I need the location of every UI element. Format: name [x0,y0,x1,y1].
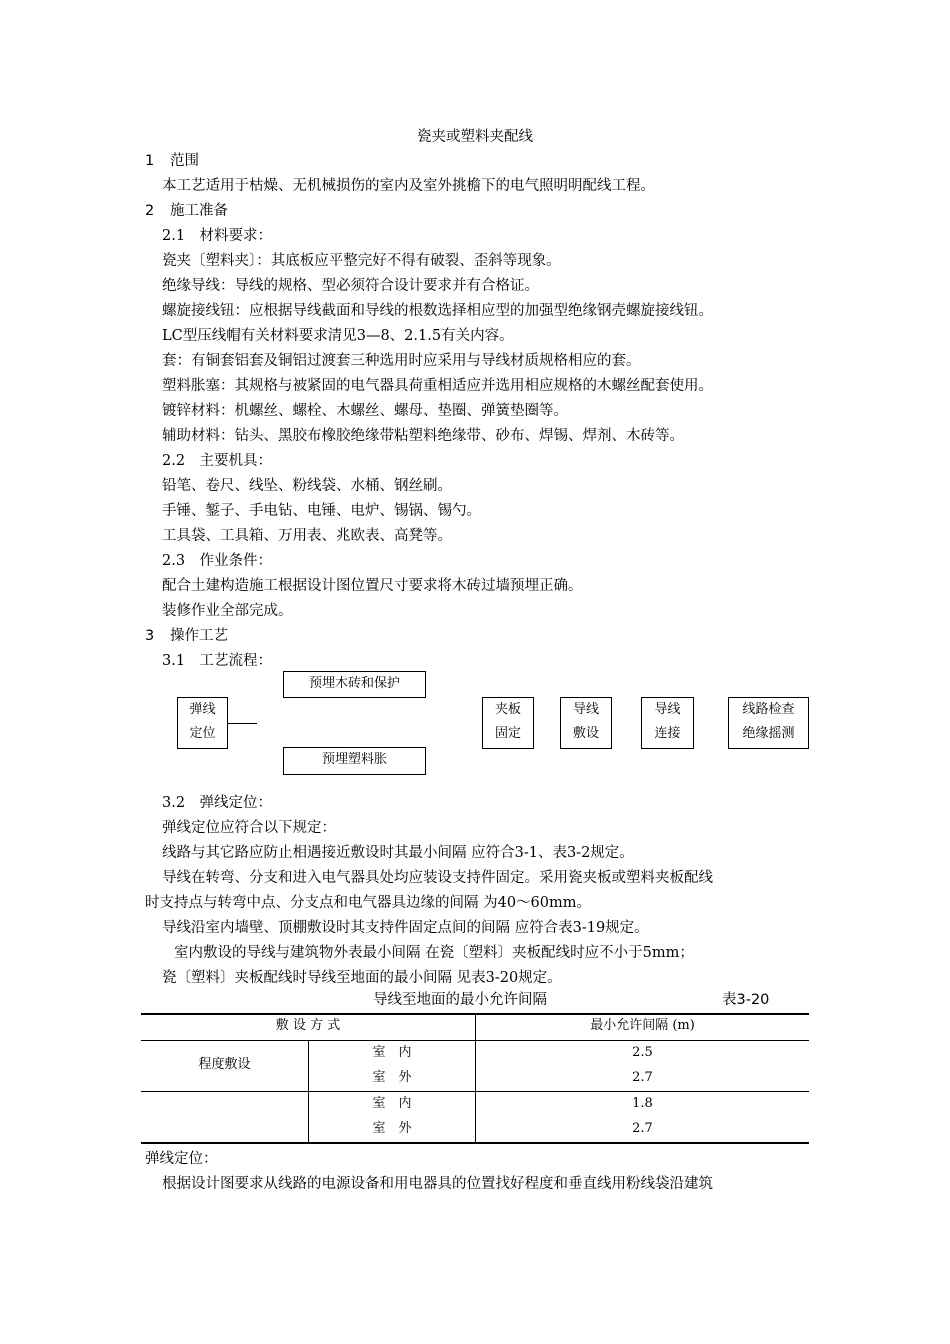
flow-box-line: 绝缘摇测 [742,726,795,741]
paragraph: 时支持点与转弯中点、分支点和电气器具边缘的间隔 为40～60mm。 [145,895,592,911]
paragraph: 导线沿室内墙壁、顶棚敷设时其支持件固定点间的间隔 应符合表3-19规定。 [162,920,649,936]
flow-box-wire-laying [560,697,612,749]
tool-item: 手锤、錾子、手电钻、电锤、电炉、锡锅、锡勺。 [162,503,481,519]
flow-box-line: 弹线 [189,702,216,717]
flow-box-inspection [728,697,809,749]
table-cell: 2.5 [632,1045,653,1060]
flow-box-line: 连接 [654,726,681,741]
page-title: 瓷夹或塑料夹配线 [417,129,533,145]
paragraph: 瓷〔塑料〕夹板配线时导线至地面的最小间隔 见表3-20规定。 [162,970,562,986]
paragraph: 弹线定位： [145,1151,218,1167]
flow-box-embed-wood: 预埋木砖和保护 [283,671,426,698]
material-item: 镀锌材料：机螺丝、螺栓、木螺丝、螺母、垫圈、弹簧垫圈等。 [162,403,568,419]
flow-box-line: 导线 [654,702,681,717]
section-3-heading [145,626,228,646]
paragraph: 本工艺适用于枯燥、无机械损伤的室内及室外挑檐下的电气照明明配线工程。 [162,178,655,194]
table-cell: 室 内 [372,1096,412,1111]
table-group-label: 程度敷设 [198,1057,251,1072]
material-item: 塑料胀塞：其规格与被紧固的电气器具荷重相适应并选用相应规格的木螺丝配套使用。 [162,378,713,394]
flow-box-wire-connect [641,697,694,749]
table-cell: 1.8 [632,1096,653,1111]
paragraph: 弹线定位应符合以下规定： [162,820,336,836]
flow-box-line: 线路检查 [742,702,795,717]
section-title: 范围 [170,153,199,169]
flow-box-line: 夹板 [494,702,521,717]
tool-item: 工具袋、工具箱、万用表、兆欧表、高凳等。 [162,528,452,544]
flow-connector [228,723,257,724]
table-cell: 室 外 [372,1121,412,1136]
subsection-3-2: 3.2 弹线定位： [162,795,273,811]
section-number: 2 [145,203,155,219]
section-number: 3 [145,628,155,644]
paragraph: 导线在转弯、分支和进入电气器具处均应装设支持件固定。采用瓷夹板或塑料夹板配线 [162,870,713,886]
condition-item: 配合土建构造施工根据设计图位置尺寸要求将木砖过墙预埋正确。 [162,578,583,594]
section-title: 施工准备 [170,203,228,219]
section-number: 1 [145,153,155,169]
table-header: 敷 设 方 式 [275,1018,341,1033]
flow-box-clamp-fix [482,697,534,749]
table-cell: 室 内 [372,1045,412,1060]
table-number: 表3-20 [722,992,770,1008]
subsection-2-1: 2.1 材料要求： [162,228,273,244]
tool-item: 铅笔、卷尺、线坠、粉线袋、水桶、钢丝刷。 [162,478,452,494]
subsection-2-3: 2.3 作业条件： [162,553,273,569]
table-header: 最小允许间隔 (m) [590,1018,695,1033]
material-item: LC型压线帽有关材料要求清见3—8、2.1.5有关内容。 [162,328,514,344]
flow-box-line: 固定 [494,726,521,741]
table-cell: 2.7 [632,1121,653,1136]
flow-box-embed-plastic: 预埋塑料胀 [283,747,426,775]
paragraph: 根据设计图要求从线路的电源设备和用电器具的位置找好程度和垂直线用粉线袋沿建筑 [162,1176,713,1192]
flow-box-line: 敷设 [572,726,599,741]
table-caption: 导线至地面的最小允许间隔 [373,992,547,1008]
subsection-3-1: 3.1 工艺流程： [162,653,273,669]
subsection-2-2: 2.2 主要机具： [162,453,273,469]
material-item: 螺旋接线钮：应根据导线截面和导线的根数选择相应型的加强型绝缘钢壳螺旋接线钮。 [162,303,713,319]
table-cell: 室 外 [372,1070,412,1085]
material-item: 瓷夹〔塑料夹〕：其底板应平整完好不得有破裂、歪斜等现象。 [162,253,561,269]
section-1-heading [145,151,199,171]
material-item: 绝缘导线：导线的规格、型必须符合设计要求并有合格证。 [162,278,539,294]
section-title: 操作工艺 [170,628,228,644]
table-cell: 2.7 [632,1070,653,1085]
paragraph: 线路与其它路应防止相遇接近敷设时其最小间隔 应符合3-1、表3-2规定。 [162,845,634,861]
condition-item: 装修作业全部完成。 [162,603,293,619]
flow-box-line: 定位 [189,726,216,741]
section-2-heading [145,201,228,221]
material-item: 辅助材料：钻头、黑胶布橡胶绝缘带粘塑料绝缘带、砂布、焊锡、焊剂、木砖等。 [162,428,684,444]
paragraph: 室内敷设的导线与建筑物外表最小间隔 在瓷〔塑料〕夹板配线时应不小于5mm； [174,945,694,961]
material-item: 套：有铜套铝套及铜铝过渡套三种选用时应采用与导线材质规格相应的套。 [162,353,641,369]
flow-box-line: 导线 [572,702,599,717]
flow-box-marking [177,697,228,749]
